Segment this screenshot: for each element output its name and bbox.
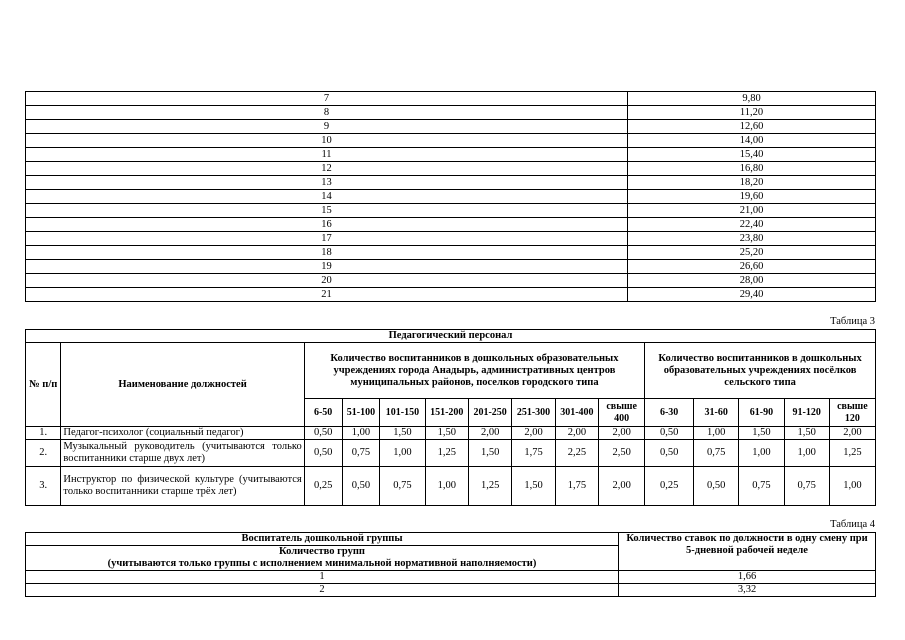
position-name: Педагог-психолог (социальный педагог) — [61, 427, 304, 440]
rate-value: 1,25 — [425, 440, 468, 467]
city-range-header: 51-100 — [342, 399, 380, 427]
rate-value: 1,50 — [468, 440, 511, 467]
rate-value: 0,75 — [380, 467, 425, 506]
table-row — [26, 274, 876, 288]
table4-caption: Таблица 4 — [830, 519, 875, 530]
rate-value: 0,25 — [645, 467, 694, 506]
rate-cell: 25,20 — [628, 246, 876, 260]
rate-value: 1,00 — [784, 440, 829, 467]
rate-cell: 9,80 — [628, 92, 876, 106]
group-count-cell: 17 — [26, 232, 628, 246]
rate-value: 0,50 — [304, 427, 342, 440]
table-row — [26, 232, 876, 246]
rate-value: 2,00 — [512, 427, 555, 440]
rate-value: 1,50 — [784, 427, 829, 440]
rate-value: 1,50 — [739, 427, 784, 440]
rate-value: 0,75 — [342, 440, 380, 467]
rate-cell: 1,66 — [619, 571, 876, 584]
rural-range-header: свыше 120 — [829, 399, 875, 427]
table-row — [26, 427, 876, 440]
table-row — [26, 246, 876, 260]
rate-cell: 16,80 — [628, 162, 876, 176]
group-count-cell: 8 — [26, 106, 628, 120]
city-range-header: 151-200 — [425, 399, 468, 427]
rate-value: 2,50 — [599, 440, 645, 467]
rate-value: 1,00 — [739, 440, 784, 467]
group-count-cell: 20 — [26, 274, 628, 288]
rate-cell: 21,00 — [628, 204, 876, 218]
table-row — [26, 148, 876, 162]
rate-value: 1,00 — [380, 440, 425, 467]
table4-right-header: Количество ставок по должности в одну смену при 5-дневной рабочей неделе — [619, 533, 876, 571]
row-number: 2. — [26, 440, 61, 467]
rural-range-header: 6-30 — [645, 399, 694, 427]
rate-value: 0,75 — [739, 467, 784, 506]
table-row — [26, 584, 876, 597]
rate-cell: 12,60 — [628, 120, 876, 134]
table-row — [26, 162, 876, 176]
position-name: Инструктор по физической культуре (учитываются только воспитанники старше трёх лет) — [61, 467, 304, 506]
city-range-header: 201-250 — [468, 399, 511, 427]
group-count-cell: 11 — [26, 148, 628, 162]
rural-range-header: 91-120 — [784, 399, 829, 427]
rate-value: 2,25 — [555, 440, 598, 467]
table-row — [26, 106, 876, 120]
rate-cell: 28,00 — [628, 274, 876, 288]
rate-cell: 23,80 — [628, 232, 876, 246]
rate-value: 1,25 — [468, 467, 511, 506]
rate-cell: 11,20 — [628, 106, 876, 120]
rate-cell: 14,00 — [628, 134, 876, 148]
table4-subheader-line2: (учитываются только группы с исполнением минимальной нормативной наполняемости) — [107, 558, 537, 569]
rate-value: 1,50 — [425, 427, 468, 440]
rate-value: 2,00 — [555, 427, 598, 440]
city-range-header: 301-400 — [555, 399, 598, 427]
table3-caption: Таблица 3 — [830, 316, 875, 327]
table3-title: Педагогический персонал — [26, 330, 876, 343]
rate-value: 1,00 — [829, 467, 875, 506]
rural-range-header: 31-60 — [694, 399, 739, 427]
group-count-cell: 18 — [26, 246, 628, 260]
table-row — [26, 204, 876, 218]
rate-value: 1,00 — [425, 467, 468, 506]
group-count-cell: 16 — [26, 218, 628, 232]
group-count-cell: 2 — [26, 584, 619, 597]
rural-range-header: 61-90 — [739, 399, 784, 427]
rate-value: 1,50 — [512, 467, 555, 506]
group-count-cell: 14 — [26, 190, 628, 204]
table-row — [26, 260, 876, 274]
rate-value: 1,25 — [829, 440, 875, 467]
col-number-header: № п/п — [26, 343, 61, 427]
rate-value: 0,50 — [645, 440, 694, 467]
position-name: Музыкальный руководитель (учитываются только воспитанники старше двух лет) — [61, 440, 304, 467]
table-row — [26, 120, 876, 134]
table-row — [26, 288, 876, 302]
rate-value: 1,00 — [342, 427, 380, 440]
table-row — [26, 176, 876, 190]
table-row — [26, 134, 876, 148]
rate-value: 2,00 — [829, 427, 875, 440]
educator-table — [25, 532, 876, 597]
group-count-cell: 13 — [26, 176, 628, 190]
rate-value: 0,25 — [304, 467, 342, 506]
rate-cell: 15,40 — [628, 148, 876, 162]
table-row — [26, 467, 876, 506]
rate-value: 2,00 — [599, 467, 645, 506]
table-row — [26, 440, 876, 467]
group-count-cell: 10 — [26, 134, 628, 148]
group-count-cell: 19 — [26, 260, 628, 274]
table-row — [26, 218, 876, 232]
group-count-cell: 7 — [26, 92, 628, 106]
group-rural-header: Количество воспитанников в дошкольных образовательных учреждениях посёлков сельского типа — [645, 343, 876, 399]
rate-value: 1,50 — [380, 427, 425, 440]
rate-cell: 18,20 — [628, 176, 876, 190]
table4-left-subheader — [26, 546, 619, 571]
rate-value: 0,50 — [304, 440, 342, 467]
rate-cell: 29,40 — [628, 288, 876, 302]
pedagogical-staff-table — [25, 329, 876, 506]
group-count-cell: 21 — [26, 288, 628, 302]
rate-cell: 3,32 — [619, 584, 876, 597]
rate-value: 2,00 — [468, 427, 511, 440]
table4-left-title: Воспитатель дошкольной группы — [26, 533, 619, 546]
rate-value: 0,75 — [784, 467, 829, 506]
city-range-header: свыше 400 — [599, 399, 645, 427]
rate-cell: 26,60 — [628, 260, 876, 274]
rate-value: 1,75 — [555, 467, 598, 506]
col-position-header: Наименование должностей — [61, 343, 304, 427]
table-row — [26, 92, 876, 106]
rate-value: 1,00 — [694, 427, 739, 440]
city-range-header: 101-150 — [380, 399, 425, 427]
city-range-header: 6-50 — [304, 399, 342, 427]
row-number: 3. — [26, 467, 61, 506]
rate-cell: 22,40 — [628, 218, 876, 232]
staff-rate-table-top — [25, 91, 876, 302]
table-row — [26, 190, 876, 204]
rate-value: 1,75 — [512, 440, 555, 467]
table-row — [26, 571, 876, 584]
group-count-cell: 15 — [26, 204, 628, 218]
rate-cell: 19,60 — [628, 190, 876, 204]
group-city-header: Количество воспитанников в дошкольных образовательных учреждениях города Анадырь, административных центров муниципальных районов, поселков городского типа — [304, 343, 644, 399]
rate-value: 0,50 — [342, 467, 380, 506]
group-count-cell: 1 — [26, 571, 619, 584]
city-range-header: 251-300 — [512, 399, 555, 427]
group-count-cell: 12 — [26, 162, 628, 176]
rate-value: 0,50 — [645, 427, 694, 440]
table4-subheader-line1: Количество групп — [279, 546, 365, 557]
rate-value: 0,75 — [694, 440, 739, 467]
group-count-cell: 9 — [26, 120, 628, 134]
row-number: 1. — [26, 427, 61, 440]
rate-value: 2,00 — [599, 427, 645, 440]
rate-value: 0,50 — [694, 467, 739, 506]
